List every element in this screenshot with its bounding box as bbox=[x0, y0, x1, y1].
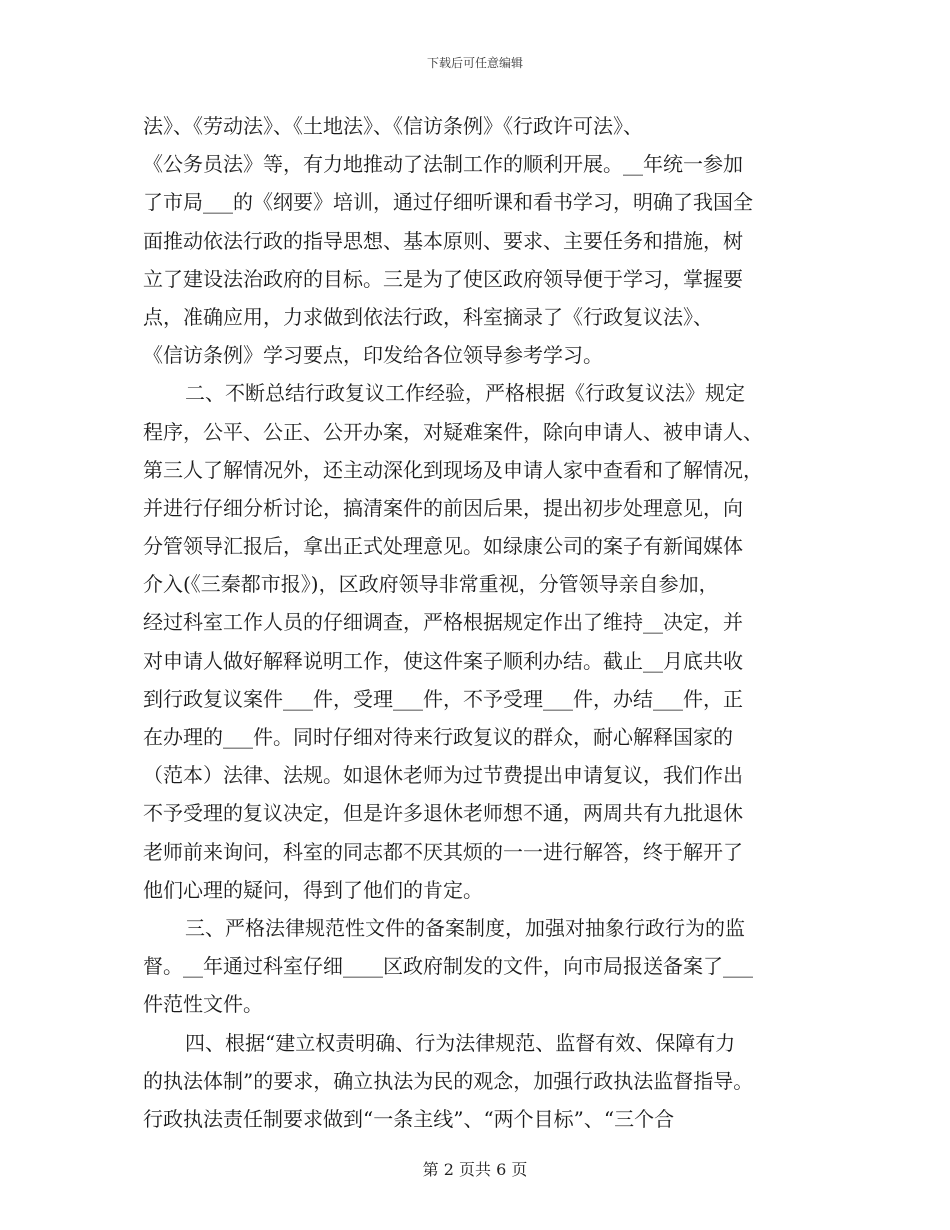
text-line: 对申请人做好解释说明工作，使这件案子顺利办结。截止__月底共收 bbox=[143, 648, 743, 673]
text-line: 《公务员法》等，有力地推动了法制工作的顺利开展。__年统一参加 bbox=[143, 152, 743, 177]
text-line: 点，准确应用，力求做到依法行政，科室摘录了《行政复议法》、 bbox=[143, 304, 713, 329]
text-line: 在办理的___件。同时仔细对待来行政复议的群众，耐心解释国家的 bbox=[143, 725, 733, 749]
text-line: 行政执法责任制要求做到“一条主线”、“两个目标”、“三个合 bbox=[143, 1106, 675, 1131]
text-line: 了市局___的《纲要》培训，通过仔细听课和看书学习，明确了我国全 bbox=[143, 190, 753, 215]
text-line: 他们心理的疑问，得到了他们的肯定。 bbox=[143, 877, 483, 902]
text-line: 的执法体制”的要求，确立执法为民的观念，加强行政执法监督指导。 bbox=[143, 1068, 754, 1093]
text-line: 到行政复议案件___件，受理___件，不予受理___件，办结___件，正 bbox=[143, 686, 743, 711]
text-line: 立了建设法治政府的目标。三是为了使区政府领导便于学习，掌握要 bbox=[143, 266, 743, 291]
text-line: 二、不断总结行政复议工作经验，严格根据《行政复议法》规定 bbox=[185, 381, 745, 406]
text-line: 件范性文件。 bbox=[143, 992, 263, 1017]
text-line: 《信访条例》学习要点，印发给各位领导参考学习。 bbox=[143, 343, 603, 368]
text-line: 不予受理的复议决定，但是许多退休老师想不通，两周共有九批退休 bbox=[143, 801, 743, 826]
text-line: 法》、《劳动法》、《土地法》、《信访条例》《行政许可法》、 bbox=[143, 114, 643, 138]
text-line: 介入(《三秦都市报》)，区政府领导非常重视，分管领导亲自参加， bbox=[143, 572, 719, 597]
text-line: 老师前来询问，科室的同志都不厌其烦的一一进行解答，终于解开了 bbox=[143, 839, 743, 864]
text-line: 四、根据“建立权责明确、行为法律规范、监督有效、保障有力 bbox=[185, 1030, 736, 1055]
text-line: 第三人了解情况外，还主动深化到现场及申请人家中查看和了解情况， bbox=[143, 457, 763, 482]
text-line: 并进行仔细分析讨论，搞清案件的前因后果，提出初步处理意见，向 bbox=[143, 495, 743, 520]
text-line: 面推动依法行政的指导思想、基本原则、要求、主要任务和措施，树 bbox=[143, 228, 743, 253]
text-line: 程序，公平、公正、公开办案，对疑难案件，除向申请人、被申请人、 bbox=[143, 419, 763, 444]
text-line: 分管领导汇报后，拿出正式处理意见。如绿康公司的案子有新闻媒体 bbox=[143, 534, 743, 559]
text-line: 督。__年通过科室仔细____区政府制发的文件，向市局报送备案了___ bbox=[143, 954, 753, 979]
text-line: 经过科室工作人员的仔细调查，严格根据规定作出了维持__决定，并 bbox=[143, 610, 743, 635]
page-header: 下载后可任意编辑 bbox=[426, 56, 523, 70]
text-line: 三、严格法律规范性文件的备案制度，加强对抽象行政行为的监 bbox=[185, 915, 745, 940]
document-body bbox=[143, 107, 813, 1138]
text-line: （范本）法律、法规。如退休老师为过节费提出申请复议，我们作出 bbox=[143, 763, 743, 788]
page-number: 第 2 页共 6 页 bbox=[422, 1160, 528, 1179]
